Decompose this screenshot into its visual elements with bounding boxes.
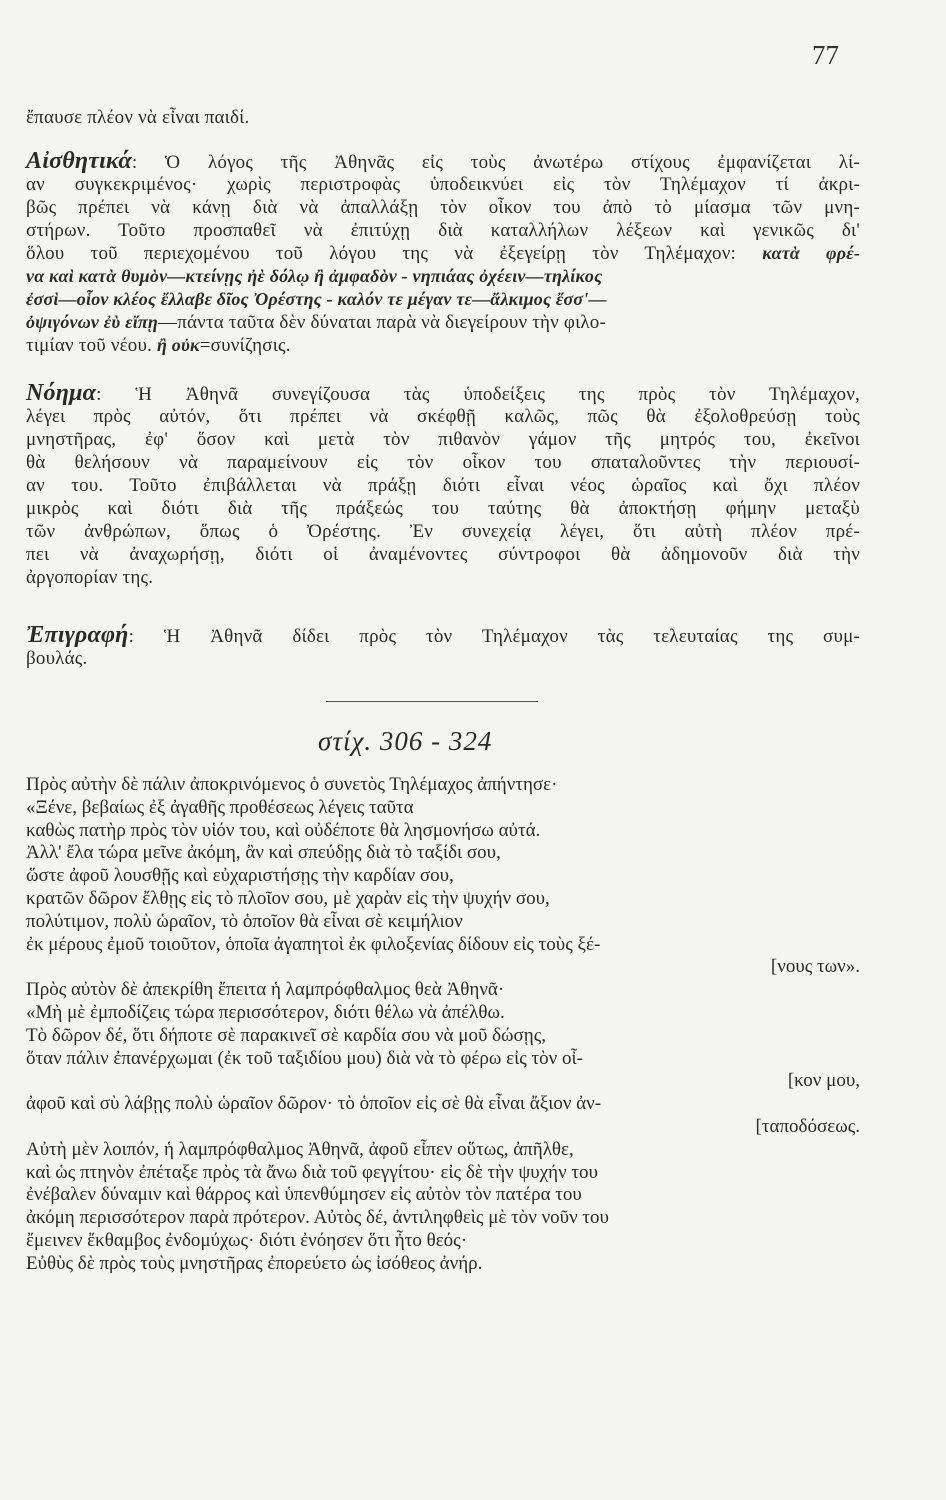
verse-line: ὅταν πάλιν ἐπανέρχωμαι (ἐκ τοῦ ταξιδίου μου) διὰ νὰ τὸ φέρω εἰς τὸν οἶ-: [26, 1047, 583, 1069]
text-line: : Ὁ λόγος τῆς Ἀθηνᾶς εἰς τοὺς ἀνωτέρω στίχους ἐμφανίζεται λί-: [131, 152, 860, 173]
intro-paragraph: [26, 106, 860, 129]
quote-text: κατὰ φρέ-: [762, 243, 861, 263]
verse-line-continuation: [κον μου,: [787, 1070, 860, 1092]
verse-line: Τὸ δῶρον δέ, ὅτι δήποτε σὲ παρακινεῖ σὲ καρδία σου νὰ μοῦ δώσῃς,: [26, 1024, 547, 1046]
verse-line-continuation: [νους των».: [770, 956, 860, 978]
verse-line: κρατῶν δῶρον ἔλθῃς εἰς τὸ πλοῖον σου, μὲ χαρὰν εἰς τὴν ψυχήν σου,: [26, 887, 550, 909]
verse-line: Εὐθὺς δὲ πρὸς τοὺς μνηστῆρας ἐπορεύετο ὡς ἰσόθεος ἀνήρ.: [26, 1252, 483, 1274]
text-line: θὰ θελήσουν νὰ παραμείνουν εἰς τὸν οἶκον του σπαταλοῦντες τὴν περιουσί-: [26, 452, 860, 473]
text-line: μικρὸς καὶ διότι διὰ τῆς πράξεώς του ταύτης θὰ ἀποκτήσῃ φήμην μεταξὺ: [26, 498, 860, 519]
verse-heading: στίχ. 306 - 324: [318, 726, 493, 756]
verse-line: «Μὴ μὲ ἐμποδίζεις τώρα περισσότερον, διότι θέλω νὰ ἀπέλθω.: [26, 1001, 505, 1023]
text-line: λέγει πρὸς αὐτόν, ὅτι πρέπει νὰ σκέφθῇ καλῶς, πῶς θὰ ἐξολοθρεύσῃ τοὺς: [26, 406, 860, 427]
section-label: Νόημα: [26, 380, 97, 406]
text-line: βουλάς.: [26, 648, 88, 669]
text-line: στήρων. Τοῦτο προσπαθεῖ νὰ ἐπιτύχῃ διὰ καταλλήλων λέξεων καὶ γενικῶς δι': [26, 220, 860, 241]
verse-line: ἐνέβαλεν δύναμιν καὶ θάρρος καὶ ὑπενθύμησεν εἰς αὐτὸν τὸν πατέρα του: [26, 1184, 582, 1206]
verse-line: πολύτιμον, πολὺ ὡραῖον, τὸ ὁποῖον θὰ εἶναι σὲ κειμήλιον: [26, 910, 463, 932]
quote-text: ὀψιγόνων ἐὺ εἴπῃ: [26, 312, 158, 332]
quote-text: να καὶ κατὰ θυμὸν—κτείνῃς ἠὲ δόλῳ ἢ ἀμφαδὸν - νηπιάας ὀχέειν—τηλίκος: [26, 266, 603, 286]
verse-line: καθὼς πατὴρ πρὸς τὸν υἱόν του, καὶ οὐδέποτε θὰ λησμονήσω αὐτά.: [26, 819, 541, 841]
verse-line: καὶ ὡς πτηνὸν ἐπέταξε πρὸς τὰ ἄνω διὰ τοῦ φεγγίτου· εἰς δὲ τὴν ψυχήν του: [26, 1161, 598, 1183]
verse-line: ἀκόμη περισσότερον παρὰ πρότερον. Αὐτὸς δέ, ἀντιληφθεὶς μὲ τὸν νοῦν του: [26, 1207, 609, 1229]
text-line: : Ἡ Ἀθηνᾶ δίδει πρὸς τὸν Τηλέμαχον τὰς τελευταίας της συμ-: [128, 626, 860, 647]
text-line: βῶς πρέπει νὰ κάνῃ διὰ νὰ ἀπαλλάξῃ τὸν οἶκον του ἀπὸ τὸ μίασμα τῶν μνη-: [26, 197, 860, 218]
page-number: 77: [812, 40, 839, 70]
text-line: —πάντα ταῦτα δὲν δύναται παρὰ νὰ διεγείρουν τὴν φιλο-: [158, 312, 607, 333]
verse-line: Αὐτὴ μὲν λοιπόν, ἡ λαμπρόφθαλμος Ἀθηνᾶ, ἀφοῦ εἶπεν οὕτως, ἀπῆλθε,: [26, 1138, 574, 1160]
text-line: πει νὰ ἀναχωρήσῃ, διότι οἱ ἀναμένοντες σύντροφοι θὰ ἀδημονοῦν διὰ τὴν: [26, 544, 860, 565]
text-line: αν συγκεκριμένος· χωρὶς περιστροφὰς ὑποδεικνύει εἰς τὸν Τηλέμαχον τί ἀκρι-: [26, 174, 860, 195]
verse-line: Πρὸς αὐτὴν δὲ πάλιν ἀποκρινόμενος ὁ συνετὸς Τηλέμαχος ἀπήντησε·: [26, 774, 558, 795]
text-line: μνηστῆρας, ἐφ' ὅσον καὶ μετὰ τὸν πιθανὸν γάμον τῆς μητρός του, ἐκεῖνοι: [26, 429, 860, 450]
verse-line: ἀφοῦ καὶ σὺ λάβῃς πολὺ ὡραῖον δῶρον· τὸ ὁποῖον εἰς σὲ θὰ εἶναι ἄξιον ἀν-: [26, 1093, 602, 1115]
text-line: τῶν ἀνθρώπων, ὅπως ὁ Ὀρέστης. Ἐν συνεχείᾳ λέγει, ὅτι αὐτὴ πλέον πρέ-: [26, 521, 860, 542]
quote-text: ἐσσὶ—οἷον κλέος ἔλλαβε δῖος Ὀρέστης - καλόν τε μέγαν τε—ἄλκιμος ἔσσ'—: [26, 289, 607, 309]
verse-line: «Ξένε, βεβαίως ἐξ ἀγαθῆς προθέσεως λέγεις ταῦτα: [26, 796, 414, 818]
verse-translation: [26, 774, 860, 1276]
quote-text: ἢ οὐκ: [157, 335, 200, 355]
text-line: ἔπαυσε πλέον νὰ εἶναι παιδί.: [26, 107, 250, 128]
verse-line: ὥστε ἀφοῦ λουσθῇς καὶ εὐχαριστήσῃς τὴν καρδίαν σου,: [26, 865, 454, 887]
divider: [326, 701, 538, 702]
verse-line: ἐκ μέρους ἐμοῦ τοιοῦτον, ὁποῖα ἀγαπητοὶ ἐκ φιλοξενίας δίδουν εἰς τοὺς ξέ-: [26, 933, 601, 955]
section-label: Ἐπιγραφή: [26, 622, 129, 648]
section-label: Αἰσθητικά: [26, 148, 132, 174]
section-title: [26, 624, 860, 670]
text-line: ὅλου τοῦ περιεχομένου τοῦ λόγου της νὰ ἐξεγείρῃ τὸν Τηλέμαχον:: [26, 243, 736, 264]
verse-line-continuation: [ταποδόσεως.: [755, 1115, 860, 1137]
text-line: ἀργοπορίαν της.: [26, 567, 154, 588]
text-line: αν του. Τοῦτο ἐπιβάλλεται νὰ πράξῃ διότι εἶναι νέος ὡραῖος καὶ ὄχι πλέον: [26, 475, 860, 496]
text-line: τιμίαν τοῦ νέου.: [26, 335, 153, 356]
verse-line: Πρὸς αὐτὸν δὲ ἀπεκρίθη ἔπειτα ἡ λαμπρόφθαλμος θεὰ Ἀθηνᾶ·: [26, 979, 505, 1001]
verse-line: ἔμεινεν ἔκθαμβος ἐνδομύχως· διότι ἐνόησεν ὅτι ἦτο θεός·: [26, 1229, 468, 1251]
section-meaning: [26, 382, 860, 589]
section-aesthetics: [26, 150, 860, 357]
text-line: : Ἡ Ἀθηνᾶ συνεγίζουσα τὰς ὑποδείξεις της πρὸς τὸν Τηλέμαχον,: [96, 384, 860, 405]
verse-line: Ἀλλ' ἔλα τώρα μεῖνε ἀκόμη, ἂν καὶ σπεύδῃς διὰ τὸ ταξίδι σου,: [26, 842, 501, 864]
text-line: =συνίζησις.: [199, 335, 291, 356]
